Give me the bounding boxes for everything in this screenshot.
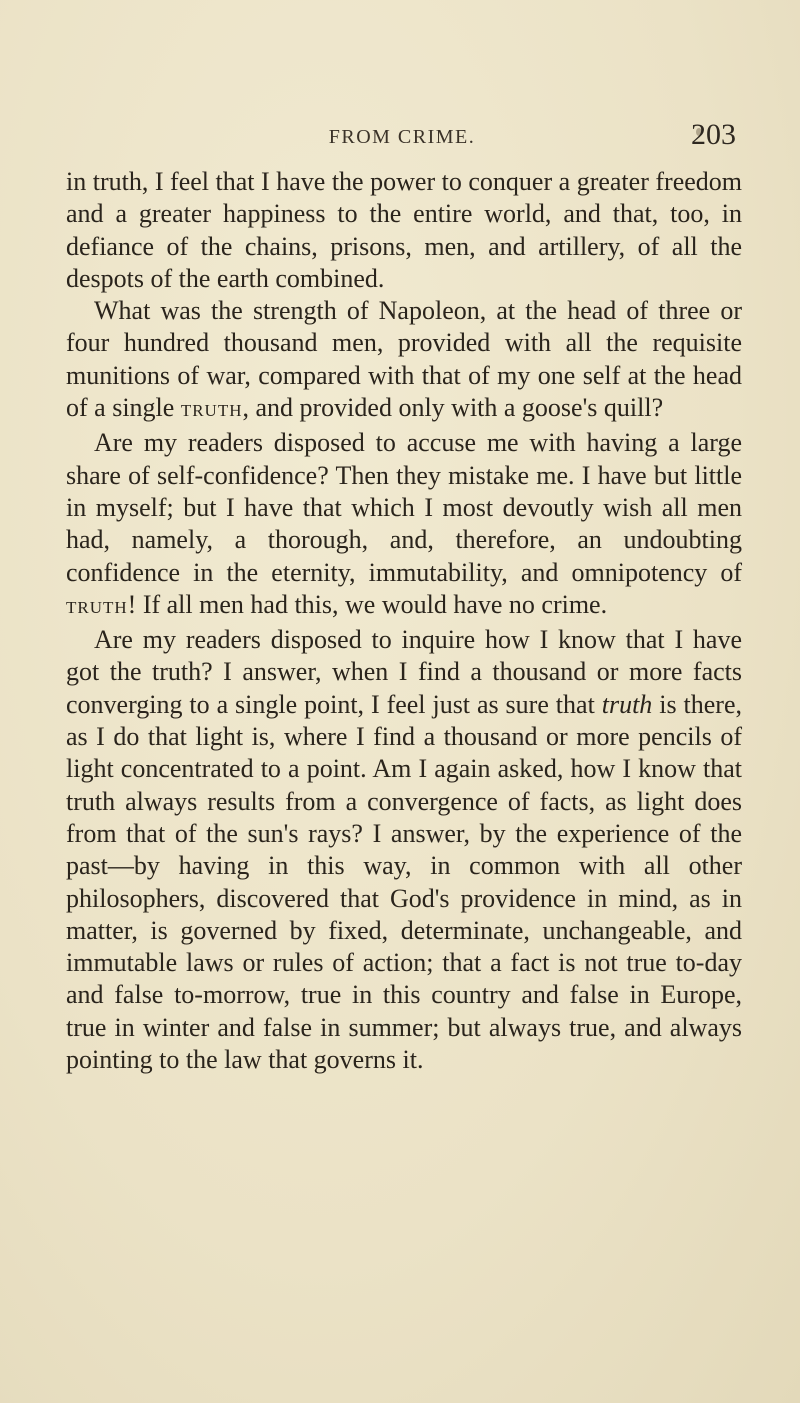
italic-truth: truth xyxy=(601,689,653,719)
paragraph-3-text-a: Are my readers disposed to accuse me with having a large share of self-confidence? Then they mistake me. I have but little in myself; but I have that which I most devoutly wish all men had, namely, a thorough, and, therefore, an undoubting confidence in the eternity, immutability, and omnipotency of xyxy=(66,428,742,587)
paragraph-1: in truth, I feel that I have the power to conquer a greater freedom and a greater happiness to the entire world, and that, too, in defiance of the chains, prisons, men, and artillery, of all the despots of the earth combined. xyxy=(66,167,742,293)
paragraph-2 xyxy=(66,295,742,427)
body-text xyxy=(66,166,742,1076)
paragraph-3 xyxy=(66,427,742,624)
paragraph-4-text-b: is there, as I do that light is, where I find a thousand or more pencils of light concentrated to a point. Am I again asked, how I know that truth always results from a convergence of facts, as light does from that of the sun's rays? I answer, by the experience of the past—by having in this way, in common with all other philosophers, discovered that God's providence in mind, as in matter, is governed by fixed, determinate, unchangeable, and immutable laws or rules of action; that a fact is not true to-day and false to-morrow, true in this country and false in Europe, true in winter and false in summer; but always true, and always pointing to the law that governs it. xyxy=(66,689,742,1075)
paragraph-3-text-b: ! If all men had this, we would have no crime. xyxy=(127,589,608,619)
paragraph-4-text-a: Are my readers disposed to inquire how I know that I have got the truth? I answer, when I find a thousand or more facts converging to a single point, I feel just as sure that xyxy=(66,625,742,719)
small-caps-truth: TRUTH xyxy=(66,597,128,617)
running-title: FROM CRIME. xyxy=(328,126,476,148)
page-number: 203 xyxy=(691,118,736,151)
paragraph-2-text-a: What was the strength of Napoleon, at the head of three or four hundred thousand men, provided with all the requisite munitions of war, compared with that of my one self at the head of a single xyxy=(66,296,742,423)
paragraph-4 xyxy=(66,624,742,1076)
small-caps-truth: TRUTH xyxy=(180,401,243,421)
paragraph-2-text-b: , and provided only with a goose's quill? xyxy=(242,393,664,423)
running-head xyxy=(68,118,736,158)
